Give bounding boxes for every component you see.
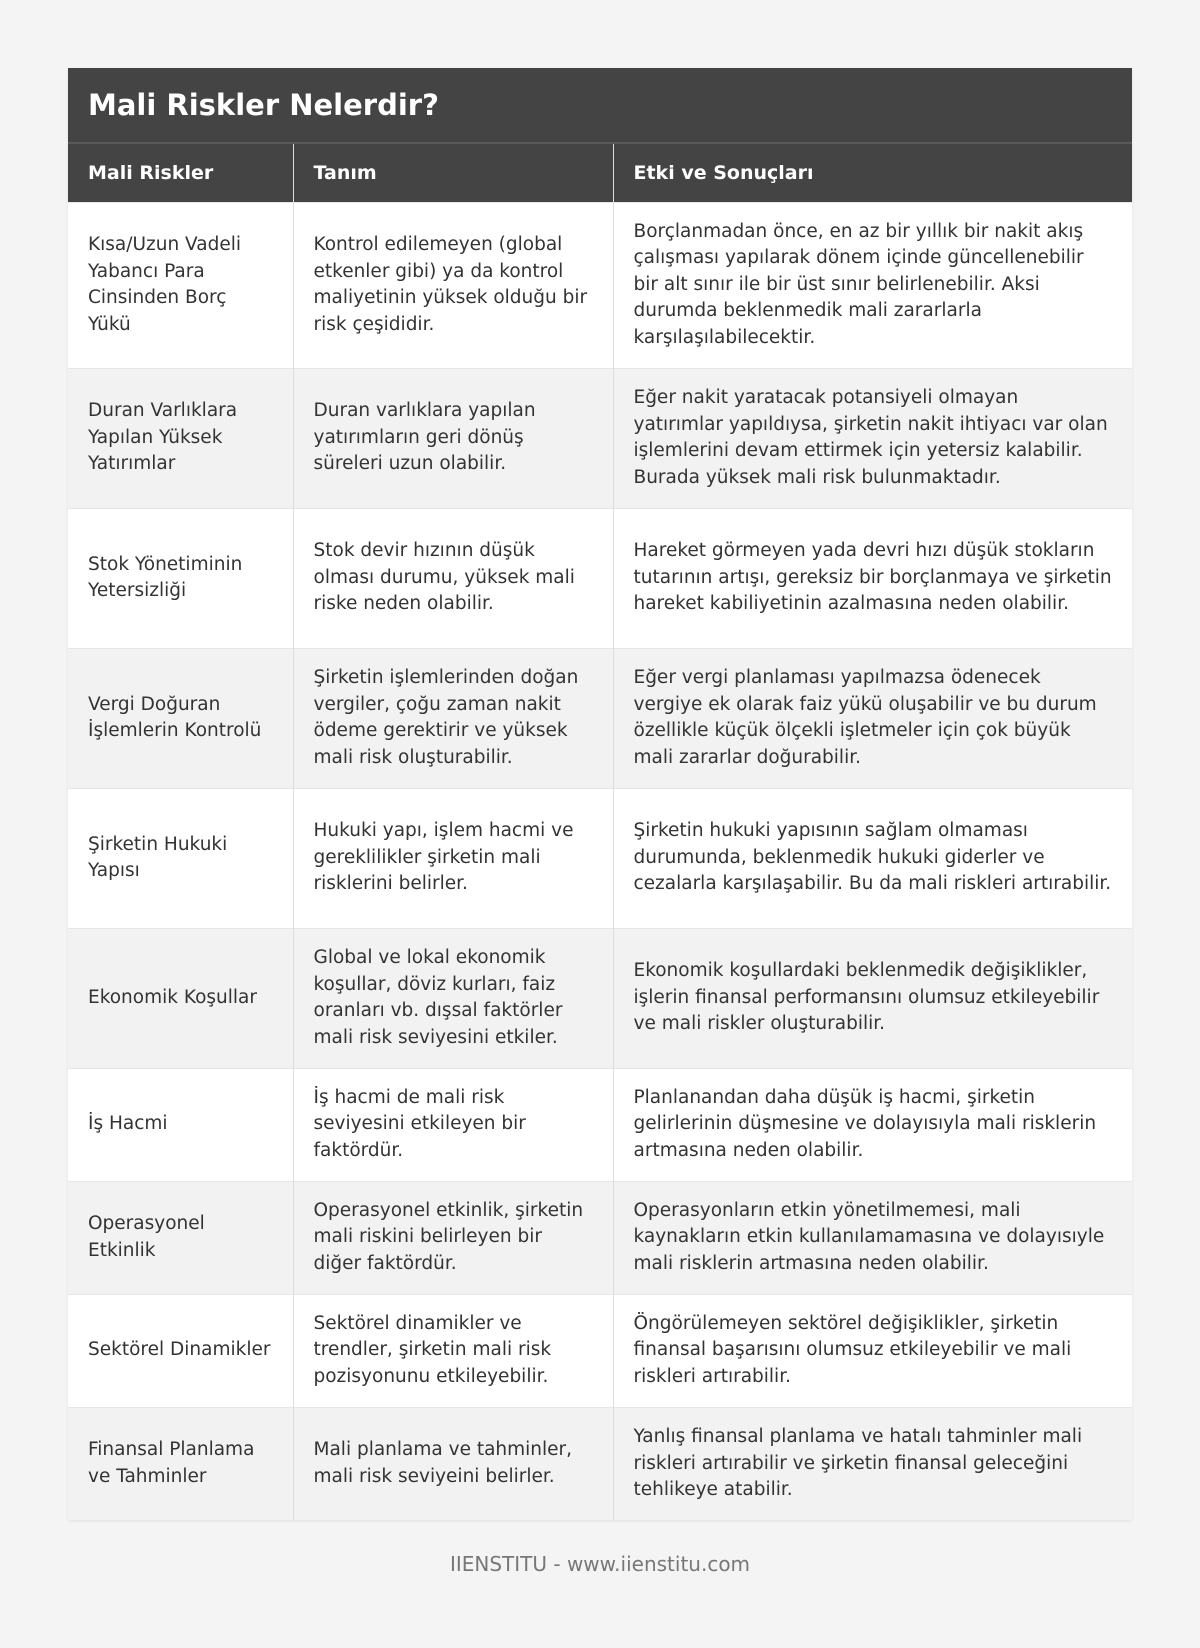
footer-credit: IIENSTITU - www.iienstitu.com: [449, 1552, 751, 1576]
column-header-definition: Tanım: [293, 144, 613, 202]
cell-effects: Hareket görmeyen yada devri hızı düşük stokların tutarının artışı, gereksiz bir borçlanmaya ve şirketin hareket kabiliyetinin azalmasına neden olabilir.: [613, 508, 1132, 648]
table-row: [68, 788, 1132, 928]
cell-risk: Vergi Doğuran İşlemlerin Kontrolü: [68, 648, 293, 788]
cell-effects: Şirketin hukuki yapısının sağlam olmaması durumunda, beklenmedik hukuki giderler ve cezalarla karşılaşabilir. Bu da mali riskleri artırabilir.: [613, 788, 1132, 928]
cell-effects: Eğer vergi planlaması yapılmazsa ödenecek vergiye ek olarak faiz yükü oluşabilir ve bu durum özellikle küçük ölçekli işletmeler için çok büyük mali zararlar doğurabilir.: [613, 648, 1132, 788]
table-row: [68, 202, 1132, 368]
cell-risk: Duran Varlıklara Yapılan Yüksek Yatırımlar: [68, 368, 293, 508]
cell-effects: Operasyonların etkin yönetilmemesi, mali kaynakların etkin kullanılamamasına ve dolayısıyle mali risklerin artmasına neden olabilir.: [613, 1181, 1132, 1294]
cell-effects: Borçlanmadan önce, en az bir yıllık bir nakit akış çalışması yapılarak dönem içinde güncellenebilir bir alt sınır ile bir üst sınır belirlenebilir. Aksi durumda beklenmedik mali zararlarla karşılaşılabilecektir.: [613, 202, 1132, 368]
cell-definition: Mali planlama ve tahminler, mali risk seviyeini belirler.: [293, 1407, 613, 1520]
table-title: Mali Riskler Nelerdir?: [68, 68, 1132, 144]
table-row: [68, 508, 1132, 648]
table-header-row: [68, 144, 1132, 202]
cell-risk: Sektörel Dinamikler: [68, 1294, 293, 1407]
cell-definition: Kontrol edilemeyen (global etkenler gibi) ya da kontrol maliyetinin yüksek olduğu bir risk çeşididir.: [293, 202, 613, 368]
cell-definition: Şirketin işlemlerinden doğan vergiler, çoğu zaman nakit ödeme gerektirir ve yüksek mali risk oluşturabilir.: [293, 648, 613, 788]
cell-effects: Ekonomik koşullardaki beklenmedik değişiklikler, işlerin finansal performansını olumsuz etkileyebilir ve mali riskler oluşturabilir.: [613, 928, 1132, 1068]
table-row: [68, 1068, 1132, 1181]
table-row: [68, 1294, 1132, 1407]
cell-risk: İş Hacmi: [68, 1068, 293, 1181]
cell-risk: Finansal Planlama ve Tahminler: [68, 1407, 293, 1520]
cell-definition: Global ve lokal ekonomik koşullar, döviz kurları, faiz oranları vb. dışsal faktörler mali risk seviyesini etkiler.: [293, 928, 613, 1068]
cell-effects: Yanlış finansal planlama ve hatalı tahminler mali riskleri artırabilir ve şirketin finansal geleceğini tehlikeye atabilir.: [613, 1407, 1132, 1520]
cell-definition: İş hacmi de mali risk seviyesini etkileyen bir faktördür.: [293, 1068, 613, 1181]
cell-definition: Hukuki yapı, işlem hacmi ve gereklilikler şirketin mali risklerini belirler.: [293, 788, 613, 928]
table-body: [68, 202, 1132, 1520]
cell-definition: Stok devir hızının düşük olması durumu, yüksek mali riske neden olabilir.: [293, 508, 613, 648]
cell-risk: Operasyonel Etkinlik: [68, 1181, 293, 1294]
cell-effects: Planlanandan daha düşük iş hacmi, şirketin gelirlerinin düşmesine ve dolayısıyla mali risklerin artmasına neden olabilir.: [613, 1068, 1132, 1181]
cell-definition: Sektörel dinamikler ve trendler, şirketin mali risk pozisyonunu etkileyebilir.: [293, 1294, 613, 1407]
cell-risk: Ekonomik Koşullar: [68, 928, 293, 1068]
table-row: [68, 368, 1132, 508]
risk-table: [68, 144, 1132, 1520]
table-row: [68, 648, 1132, 788]
column-header-risk: Mali Riskler: [68, 144, 293, 202]
cell-risk: Kısa/Uzun Vadeli Yabancı Para Cinsinden Borç Yükü: [68, 202, 293, 368]
cell-risk: Şirketin Hukuki Yapısı: [68, 788, 293, 928]
column-header-effects: Etki ve Sonuçları: [613, 144, 1132, 202]
table-row: [68, 928, 1132, 1068]
cell-risk: Stok Yönetiminin Yetersizliği: [68, 508, 293, 648]
cell-effects: Eğer nakit yaratacak potansiyeli olmayan yatırımlar yapıldıysa, şirketin nakit ihtiyacı var olan işlemlerini devam ettirmek için yetersiz kalabilir. Burada yüksek mali risk bulunmaktadır.: [613, 368, 1132, 508]
risk-table-card: [68, 68, 1132, 1520]
cell-definition: Operasyonel etkinlik, şirketin mali riskini belirleyen bir diğer faktördür.: [293, 1181, 613, 1294]
table-row: [68, 1181, 1132, 1294]
cell-effects: Öngörülemeyen sektörel değişiklikler, şirketin finansal başarısını olumsuz etkileyebilir ve mali riskleri artırabilir.: [613, 1294, 1132, 1407]
table-row: [68, 1407, 1132, 1520]
cell-definition: Duran varlıklara yapılan yatırımların geri dönüş süreleri uzun olabilir.: [293, 368, 613, 508]
